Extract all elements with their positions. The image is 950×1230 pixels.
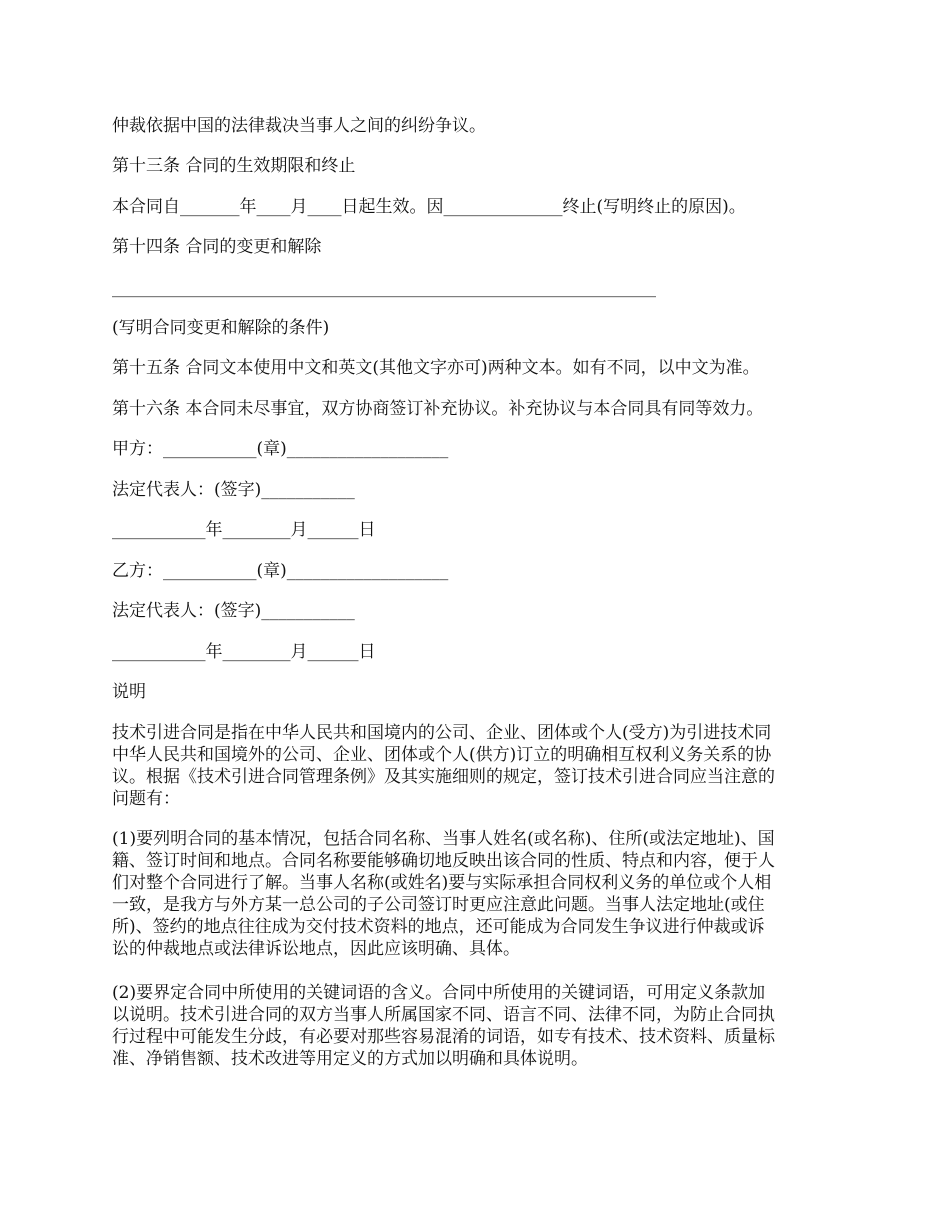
party-b-line: 乙方：___________(章)___________________ — [112, 561, 449, 581]
party-b-representative: 法定代表人：(签字)___________ — [112, 601, 355, 621]
paragraph-line: 技术引进合同是指在中华人民共和国境内的公司、企业、团体或个人(受方)为引进技术同 — [112, 723, 772, 743]
paragraph-line: 所)、签约的地点往往成为交付技术资料的地点，还可能成为合同发生争议进行仲裁或诉 — [112, 917, 765, 937]
party-b-date: ___________年________月______日 — [112, 642, 376, 662]
paragraph-line: (1)要列明合同的基本情况，包括合同名称、当事人姓名(或名称)、住所(或法定地址)、国 — [112, 829, 775, 849]
paragraph-line: 一致，是我方与外方某一总公司的子公司签订时更应注意此问题。当事人法定地址(或住 — [112, 895, 765, 915]
article-15: 第十五条 合同文本使用中文和英文(其他文字亦可)两种文本。如有不同，以中文为准。 — [112, 358, 760, 378]
paragraph-line: 讼的仲裁地点或法律诉讼地点，因此应该明确、具体。 — [112, 939, 520, 959]
item-1-paragraph — [112, 828, 842, 960]
explanation-paragraph — [112, 722, 842, 810]
text-line: 本合同自_______年____月____日起生效。因______________终止(写明终止的原因)。 — [112, 197, 746, 217]
article-14-heading: 第十四条 合同的变更和解除 — [112, 237, 322, 257]
article-13-heading: 第十三条 合同的生效期限和终止 — [112, 156, 356, 176]
item-2-paragraph — [112, 982, 842, 1070]
paragraph-line: (2)要界定合同中所使用的关键词语的含义。合同中所使用的关键词语，可用定义条款加 — [112, 983, 766, 1003]
paragraph-line: 中华人民共和国境外的公司、企业、团体或个人(供方)订立的明确相互权利义务关系的协 — [112, 745, 772, 765]
paragraph-line: 行过程中可能发生分歧，有必要对那些容易混淆的词语，如专有技术、技术资料、质量标 — [112, 1027, 775, 1047]
text-line: (写明合同变更和解除的条件) — [112, 318, 330, 338]
paragraph-line: 准、净销售额、技术改进等用定义的方式加以明确和具体说明。 — [112, 1049, 588, 1069]
paragraph-line: 籍、签订时间和地点。合同名称要能够确切地反映出该合同的性质、特点和内容，便于人 — [112, 851, 775, 871]
explanation-heading: 说明 — [112, 682, 146, 702]
blank-line: ________________________________________________________________ — [112, 278, 656, 298]
paragraph-line: 们对整个合同进行了解。当事人名称(或姓名)要与实际承担合同权利义务的单位或个人相 — [112, 873, 772, 893]
article-16: 第十六条 本合同未尽事宜，双方协商签订补充协议。补充协议与本合同具有同等效力。 — [112, 399, 764, 419]
paragraph-line: 以说明。技术引进合同的双方当事人所属国家不同、语言不同、法律不同，为防止合同执 — [112, 1005, 775, 1025]
party-a-date: ___________年________月______日 — [112, 520, 376, 540]
party-a-line: 甲方：___________(章)___________________ — [112, 439, 449, 459]
paragraph-line: 议。根据《技术引进合同管理条例》及其实施细则的规定，签订技术引进合同应当注意的 — [112, 767, 775, 787]
text-line: 仲裁依据中国的法律裁决当事人之间的纠纷争议。 — [112, 116, 486, 136]
paragraph-line: 问题有： — [112, 789, 180, 809]
party-a-representative: 法定代表人：(签字)___________ — [112, 480, 355, 500]
